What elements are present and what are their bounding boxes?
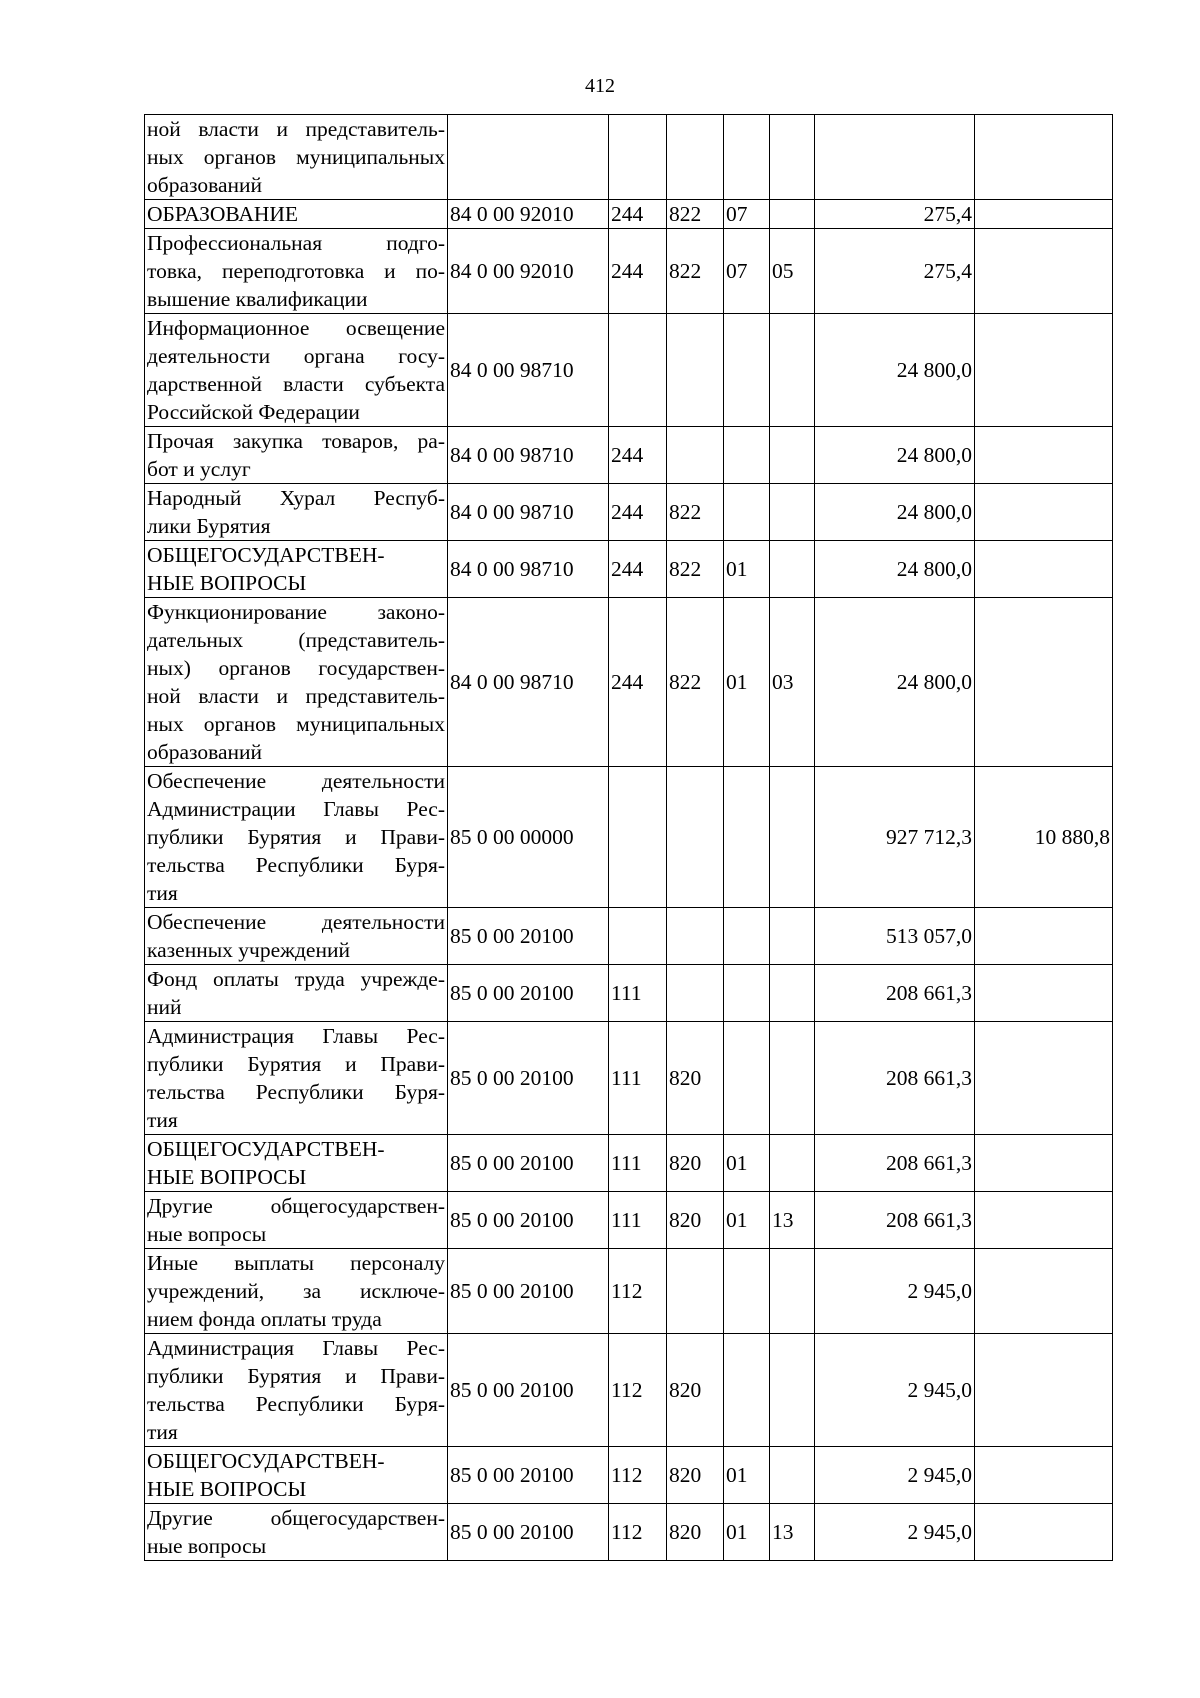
cell-expense-type: 244	[609, 484, 667, 541]
cell-item-name	[145, 1249, 448, 1334]
cell-target-code: 84 0 00 98710	[448, 541, 609, 598]
item-name-line: Фонд оплаты труда учрежде-	[147, 967, 445, 991]
cell-subsection	[770, 1249, 815, 1334]
item-name-line: Другие общегосударствен-	[147, 1506, 445, 1530]
table-body	[145, 115, 1113, 1561]
cell-section	[724, 314, 770, 427]
cell-amount: 275,4	[815, 200, 975, 229]
item-name-line: нием фонда оплаты труда	[147, 1307, 382, 1331]
table-row	[145, 1504, 1113, 1561]
cell-amount: 208 661,3	[815, 1192, 975, 1249]
cell-amount-federal	[975, 908, 1113, 965]
item-name-line: Информационное освещение	[147, 316, 445, 340]
cell-amount-federal	[975, 1192, 1113, 1249]
cell-amount-federal	[975, 314, 1113, 427]
cell-subsection	[770, 1447, 815, 1504]
cell-expense-type: 111	[609, 1135, 667, 1192]
cell-admin-code: 822	[667, 229, 724, 314]
cell-subsection	[770, 200, 815, 229]
cell-amount: 24 800,0	[815, 598, 975, 767]
cell-section	[724, 484, 770, 541]
cell-expense-type: 112	[609, 1504, 667, 1561]
cell-amount-federal	[975, 1135, 1113, 1192]
cell-expense-type: 244	[609, 427, 667, 484]
table-row	[145, 541, 1113, 598]
table-row	[145, 427, 1113, 484]
item-name-line: публики Бурятия и Прави-	[147, 825, 445, 849]
cell-amount-federal	[975, 1249, 1113, 1334]
cell-section	[724, 1022, 770, 1135]
item-name-line: публики Бурятия и Прави-	[147, 1364, 445, 1388]
cell-target-code: 84 0 00 98710	[448, 427, 609, 484]
cell-section	[724, 1334, 770, 1447]
cell-item-name	[145, 598, 448, 767]
cell-item-name	[145, 541, 448, 598]
cell-section: 01	[724, 1192, 770, 1249]
cell-item-name	[145, 908, 448, 965]
cell-amount-federal	[975, 1447, 1113, 1504]
cell-section: 01	[724, 598, 770, 767]
cell-subsection: 03	[770, 598, 815, 767]
item-name-line: дательных (представитель-	[147, 628, 445, 652]
cell-target-code: 84 0 00 98710	[448, 314, 609, 427]
cell-item-name	[145, 1022, 448, 1135]
cell-admin-code	[667, 314, 724, 427]
budget-table	[144, 114, 1113, 1561]
cell-subsection	[770, 484, 815, 541]
cell-expense-type: 111	[609, 1192, 667, 1249]
cell-item-name	[145, 1135, 448, 1192]
item-name-line: ной власти и представитель-	[147, 684, 445, 708]
cell-amount: 208 661,3	[815, 965, 975, 1022]
item-name-line: деятельности органа госу-	[147, 344, 445, 368]
cell-admin-code: 820	[667, 1022, 724, 1135]
table-row	[145, 1192, 1113, 1249]
cell-section: 07	[724, 200, 770, 229]
item-name-line: ных) органов государствен-	[147, 656, 445, 680]
cell-target-code: 85 0 00 20100	[448, 1504, 609, 1561]
cell-amount-federal	[975, 1334, 1113, 1447]
cell-subsection: 05	[770, 229, 815, 314]
cell-expense-type: 112	[609, 1447, 667, 1504]
cell-target-code: 84 0 00 98710	[448, 484, 609, 541]
cell-expense-type: 112	[609, 1334, 667, 1447]
item-name-line: НЫЕ ВОПРОСЫ	[147, 571, 307, 595]
cell-item-name	[145, 427, 448, 484]
cell-amount-federal: 10 880,8	[975, 767, 1113, 908]
item-name-line: ОБЩЕГОСУДАРСТВЕН-	[147, 1449, 385, 1473]
table-row	[145, 908, 1113, 965]
item-name-line: товка, переподготовка и по-	[147, 259, 445, 283]
cell-amount-federal	[975, 484, 1113, 541]
cell-subsection	[770, 767, 815, 908]
table-row	[145, 767, 1113, 908]
item-name-line: ний	[147, 995, 182, 1019]
table-row	[145, 965, 1113, 1022]
cell-expense-type	[609, 908, 667, 965]
item-name-line: НЫЕ ВОПРОСЫ	[147, 1477, 307, 1501]
table-row	[145, 200, 1113, 229]
cell-subsection	[770, 1334, 815, 1447]
cell-expense-type	[609, 115, 667, 200]
item-name-line: публики Бурятия и Прави-	[147, 1052, 445, 1076]
cell-admin-code: 822	[667, 541, 724, 598]
cell-amount: 24 800,0	[815, 427, 975, 484]
item-name-line: ной власти и представитель-	[147, 117, 445, 141]
cell-amount: 208 661,3	[815, 1022, 975, 1135]
item-name-line: тельства Республики Буря-	[147, 1080, 445, 1104]
cell-admin-code	[667, 427, 724, 484]
cell-expense-type: 112	[609, 1249, 667, 1334]
cell-subsection	[770, 1135, 815, 1192]
cell-amount-federal	[975, 229, 1113, 314]
item-name-line: ных органов муниципальных	[147, 712, 445, 736]
cell-target-code: 85 0 00 00000	[448, 767, 609, 908]
cell-expense-type: 244	[609, 229, 667, 314]
cell-section	[724, 115, 770, 200]
cell-item-name	[145, 1447, 448, 1504]
cell-amount-federal	[975, 965, 1113, 1022]
item-name-line: образований	[147, 173, 263, 197]
cell-amount: 2 945,0	[815, 1249, 975, 1334]
cell-section: 01	[724, 1135, 770, 1192]
cell-section: 01	[724, 541, 770, 598]
item-name-line: ные вопросы	[147, 1222, 267, 1246]
cell-admin-code: 820	[667, 1447, 724, 1504]
item-name-line: Администрация Главы Рес-	[147, 1024, 445, 1048]
cell-amount	[815, 115, 975, 200]
table-row	[145, 1334, 1113, 1447]
item-name-line: Администрации Главы Рес-	[147, 797, 445, 821]
cell-subsection	[770, 314, 815, 427]
table-row	[145, 314, 1113, 427]
cell-admin-code	[667, 1249, 724, 1334]
cell-amount: 208 661,3	[815, 1135, 975, 1192]
item-name-line: казенных учреждений	[147, 938, 350, 962]
cell-item-name	[145, 484, 448, 541]
item-name-line: Функционирование законо-	[147, 600, 445, 624]
item-name-line: Другие общегосударствен-	[147, 1194, 445, 1218]
cell-admin-code	[667, 767, 724, 908]
cell-target-code: 85 0 00 20100	[448, 1135, 609, 1192]
item-name-line: Обеспечение деятельности	[147, 769, 445, 793]
item-name-line: учреждений, за исключе-	[147, 1279, 445, 1303]
page-number: 412	[585, 75, 615, 97]
cell-admin-code: 820	[667, 1334, 724, 1447]
cell-subsection	[770, 115, 815, 200]
cell-admin-code	[667, 115, 724, 200]
item-name-line: лики Бурятия	[147, 514, 271, 538]
item-name-line: тия	[147, 881, 178, 905]
cell-amount: 927 712,3	[815, 767, 975, 908]
cell-expense-type: 244	[609, 200, 667, 229]
table-row	[145, 1022, 1113, 1135]
cell-admin-code: 820	[667, 1192, 724, 1249]
cell-section: 01	[724, 1447, 770, 1504]
cell-item-name	[145, 1504, 448, 1561]
cell-amount: 24 800,0	[815, 484, 975, 541]
cell-admin-code: 822	[667, 484, 724, 541]
table-row	[145, 115, 1113, 200]
cell-subsection	[770, 965, 815, 1022]
cell-section: 01	[724, 1504, 770, 1561]
item-name-line: Администрация Главы Рес-	[147, 1336, 445, 1360]
cell-subsection: 13	[770, 1192, 815, 1249]
cell-admin-code	[667, 965, 724, 1022]
cell-target-code: 85 0 00 20100	[448, 1447, 609, 1504]
table-row	[145, 1249, 1113, 1334]
item-name-line: тельства Республики Буря-	[147, 853, 445, 877]
item-name-line: вышение квалификации	[147, 287, 368, 311]
cell-amount: 2 945,0	[815, 1504, 975, 1561]
cell-subsection	[770, 541, 815, 598]
cell-target-code: 85 0 00 20100	[448, 1249, 609, 1334]
cell-subsection	[770, 427, 815, 484]
cell-section	[724, 427, 770, 484]
cell-item-name	[145, 200, 448, 229]
cell-amount-federal	[975, 541, 1113, 598]
item-name-line: Прочая закупка товаров, ра-	[147, 429, 445, 453]
item-name-line: ОБЩЕГОСУДАРСТВЕН-	[147, 1137, 385, 1161]
cell-amount: 2 945,0	[815, 1334, 975, 1447]
cell-section	[724, 908, 770, 965]
cell-item-name	[145, 965, 448, 1022]
cell-subsection	[770, 908, 815, 965]
item-name-line: ных органов муниципальных	[147, 145, 445, 169]
cell-target-code: 85 0 00 20100	[448, 1192, 609, 1249]
cell-subsection	[770, 1022, 815, 1135]
table-row	[145, 1135, 1113, 1192]
cell-section	[724, 965, 770, 1022]
cell-amount: 513 057,0	[815, 908, 975, 965]
cell-admin-code	[667, 908, 724, 965]
cell-amount-federal	[975, 115, 1113, 200]
item-name-line: ОБЩЕГОСУДАРСТВЕН-	[147, 543, 385, 567]
cell-amount: 275,4	[815, 229, 975, 314]
cell-admin-code: 820	[667, 1135, 724, 1192]
cell-item-name	[145, 1192, 448, 1249]
cell-target-code	[448, 115, 609, 200]
item-name-line: тия	[147, 1420, 178, 1444]
cell-section	[724, 767, 770, 908]
item-name-line: дарственной власти субъекта	[147, 372, 445, 396]
cell-target-code: 85 0 00 20100	[448, 965, 609, 1022]
cell-amount-federal	[975, 427, 1113, 484]
cell-amount: 2 945,0	[815, 1447, 975, 1504]
cell-amount: 24 800,0	[815, 541, 975, 598]
item-name-line: НЫЕ ВОПРОСЫ	[147, 1165, 307, 1189]
table-row	[145, 229, 1113, 314]
cell-item-name	[145, 314, 448, 427]
table-row	[145, 484, 1113, 541]
cell-item-name	[145, 229, 448, 314]
cell-target-code: 85 0 00 20100	[448, 1334, 609, 1447]
cell-expense-type	[609, 767, 667, 908]
cell-amount-federal	[975, 1504, 1113, 1561]
item-name-line: тия	[147, 1108, 178, 1132]
cell-target-code: 84 0 00 98710	[448, 598, 609, 767]
cell-target-code: 85 0 00 20100	[448, 1022, 609, 1135]
item-name-line: тельства Республики Буря-	[147, 1392, 445, 1416]
cell-section	[724, 1249, 770, 1334]
cell-item-name	[145, 115, 448, 200]
cell-subsection: 13	[770, 1504, 815, 1561]
cell-item-name	[145, 1334, 448, 1447]
cell-amount: 24 800,0	[815, 314, 975, 427]
cell-amount-federal	[975, 598, 1113, 767]
cell-item-name	[145, 767, 448, 908]
table-row	[145, 598, 1113, 767]
item-name-line: ные вопросы	[147, 1534, 267, 1558]
item-name-line: Обеспечение деятельности	[147, 910, 445, 934]
cell-expense-type: 111	[609, 965, 667, 1022]
item-name-line: Профессиональная подго-	[147, 231, 445, 255]
cell-admin-code: 822	[667, 598, 724, 767]
item-name-line: Народный Хурал Респуб-	[147, 486, 445, 510]
cell-target-code: 84 0 00 92010	[448, 200, 609, 229]
cell-target-code: 84 0 00 92010	[448, 229, 609, 314]
item-name-line: Иные выплаты персоналу	[147, 1251, 445, 1275]
cell-expense-type: 111	[609, 1022, 667, 1135]
cell-expense-type: 244	[609, 541, 667, 598]
cell-section: 07	[724, 229, 770, 314]
cell-admin-code: 822	[667, 200, 724, 229]
item-name-line: ОБРАЗОВАНИЕ	[147, 202, 299, 226]
cell-expense-type	[609, 314, 667, 427]
cell-target-code: 85 0 00 20100	[448, 908, 609, 965]
table-row	[145, 1447, 1113, 1504]
cell-admin-code: 820	[667, 1504, 724, 1561]
item-name-line: образований	[147, 740, 263, 764]
item-name-line: бот и услуг	[147, 457, 251, 481]
item-name-line: Российской Федерации	[147, 400, 360, 424]
cell-expense-type: 244	[609, 598, 667, 767]
cell-amount-federal	[975, 200, 1113, 229]
cell-amount-federal	[975, 1022, 1113, 1135]
